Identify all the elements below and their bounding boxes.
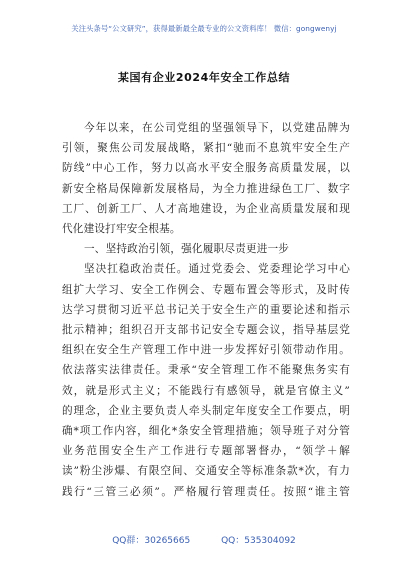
top-banner: 关注头条号“公文研究”，获得最新最全最专业的公文资料库！ 微信：gongwenyj bbox=[71, 24, 337, 33]
text-line: 组扩大学习、安全工作例会、专题布置会等形式，及时传 bbox=[62, 283, 350, 296]
text-line: 代化建设打牢安全根基。 bbox=[62, 223, 181, 236]
text-line: 坚决扛稳政治责任。通过党委会、党委理论学习中心 bbox=[84, 263, 350, 276]
footer-qq: QQ：535304092 bbox=[221, 536, 296, 546]
text-line: 新安全格局保障新发展格局，为全力推进绿色工厂、数字 bbox=[62, 182, 350, 195]
text-line: 引领，聚焦公司发展战略，紧扣“驰而不息筑牢安全生产 bbox=[62, 142, 350, 155]
text-line: 依法落实法律责任。秉承“安全管理工作不能聚焦务实有 bbox=[62, 364, 350, 377]
text-line: 工厂、创新工厂、人才高地建设，为企业高质量发展和现 bbox=[62, 202, 350, 215]
text-line: 的理念，企业主要负责人牵头制定年度安全工作要点，明 bbox=[62, 404, 350, 417]
paragraph-intro bbox=[62, 118, 350, 239]
document-body bbox=[62, 118, 350, 502]
text-line: 防线”中心工作，努力以高水平安全服务高质量发展，以 bbox=[62, 162, 350, 175]
section-heading: 一、坚持政治引领，强化履职尽责更进一步 bbox=[84, 243, 290, 256]
text-line: 批示精神；组织召开支部书记安全专题会议，指导基层党 bbox=[62, 324, 350, 337]
text-line: 读”粉尘涉爆、有限空间、交通安全等标准条款*次，有力 bbox=[62, 465, 350, 478]
footer-qq-group: QQ群：30265665 bbox=[112, 536, 191, 546]
text-line: 今年以来，在公司党组的坚强领导下，以党建品牌为 bbox=[84, 122, 350, 134]
text-line: 确*项工作内容，细化*条安全管理措施；领导班子对分管 bbox=[62, 425, 350, 438]
document-title: 某国有企业2024年安全工作总结 bbox=[117, 71, 291, 84]
text-line: 达学习贯彻习近平总书记关于安全生产的重要论述和指示 bbox=[62, 303, 350, 316]
text-line: 践行“三管三必须”。严格履行管理责任。按照“谁主管 bbox=[62, 485, 350, 498]
paragraph-section1 bbox=[62, 259, 350, 501]
text-line: 组织在安全生产管理工作中进一步发挥好引领带动作用。 bbox=[62, 344, 350, 357]
text-line: 效，就是形式主义；不能践行有感领导，就是官僚主义” bbox=[62, 384, 350, 397]
footer-contacts bbox=[0, 533, 408, 546]
text-line: 业务范围安全生产工作进行专题部署督办，“领学＋解 bbox=[62, 445, 350, 458]
